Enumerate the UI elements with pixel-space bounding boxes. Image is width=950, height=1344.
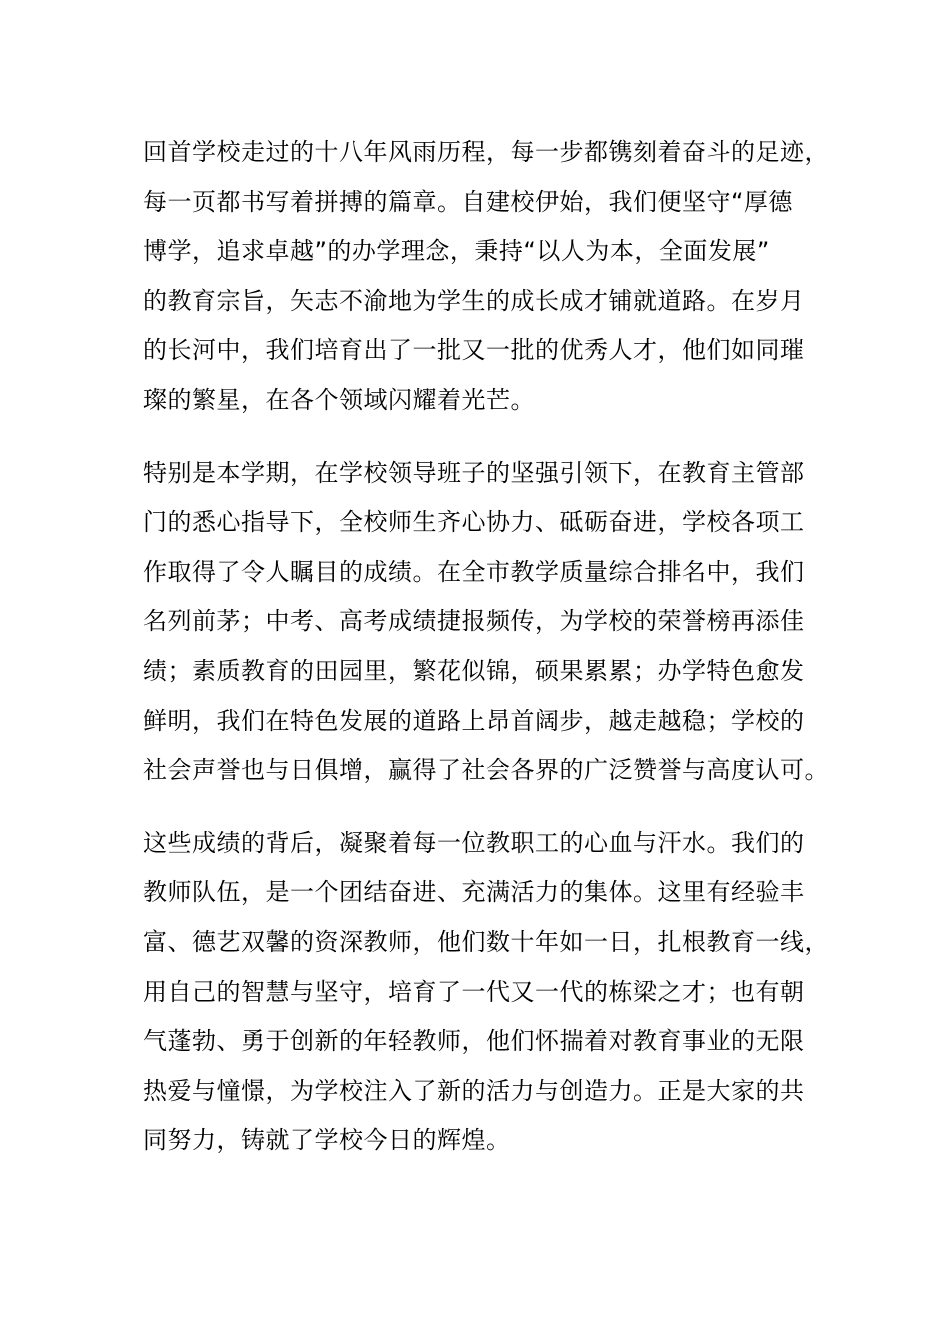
text-line: 的教育宗旨，矢志不渝地为学生的成长成才铺就道路。在岁月 bbox=[143, 286, 805, 315]
text-line: 名列前茅；中考、高考成绩捷报频传，为学校的荣誉榜再添佳 bbox=[143, 607, 805, 636]
text-line: 教师队伍，是一个团结奋进、充满活力的集体。这里有经验丰 bbox=[143, 878, 805, 907]
text-line: 热爱与憧憬，为学校注入了新的活力与创造力。正是大家的共 bbox=[143, 1076, 805, 1105]
paragraph-3 bbox=[143, 819, 829, 1166]
text-line: 同努力，铸就了学校今日的辉煌。 bbox=[143, 1126, 511, 1155]
text-line: 气蓬勃、勇于创新的年轻教师，他们怀揣着对教育事业的无限 bbox=[143, 1027, 805, 1056]
text-line: 富、德艺双馨的资深教师，他们数十年如一日，扎根教育一线， bbox=[143, 927, 829, 956]
text-line: 绩；素质教育的田园里，繁花似锦，硕果累累；办学特色愈发 bbox=[143, 656, 805, 685]
text-line: 门的悉心指导下，全校师生齐心协力、砥砺奋进，学校各项工 bbox=[143, 508, 805, 537]
document-body bbox=[143, 128, 829, 1166]
text-line: 回首学校走过的十八年风雨历程，每一步都镌刻着奋斗的足迹， bbox=[143, 138, 829, 166]
text-line: 璨的繁星，在各个领域闪耀着光芒。 bbox=[143, 385, 535, 414]
text-line: 鲜明，我们在特色发展的道路上昂首阔步，越走越稳；学校的 bbox=[143, 706, 805, 735]
text-line: 社会声誉也与日俱增，赢得了社会各界的广泛赞誉与高度认可。 bbox=[143, 756, 829, 785]
paragraph-2 bbox=[143, 449, 829, 796]
text-line: 的长河中，我们培育出了一批又一批的优秀人才，他们如同璀 bbox=[143, 336, 805, 365]
text-line: 作取得了令人瞩目的成绩。在全市教学质量综合排名中，我们 bbox=[143, 557, 805, 586]
text-line: 每一页都书写着拼搏的篇章。自建校伊始，我们便坚守“厚德 bbox=[143, 187, 793, 216]
text-line: 用自己的智慧与坚守，培育了一代又一代的栋梁之才；也有朝 bbox=[143, 977, 805, 1006]
text-line: 特别是本学期，在学校领导班子的坚强引领下，在教育主管部 bbox=[143, 458, 805, 487]
paragraph-1 bbox=[143, 128, 829, 426]
text-line: 博学，追求卓越”的办学理念，秉持“以人为本，全面发展” bbox=[143, 237, 770, 266]
text-line: 这些成绩的背后，凝聚着每一位教职工的心血与汗水。我们的 bbox=[143, 828, 805, 857]
